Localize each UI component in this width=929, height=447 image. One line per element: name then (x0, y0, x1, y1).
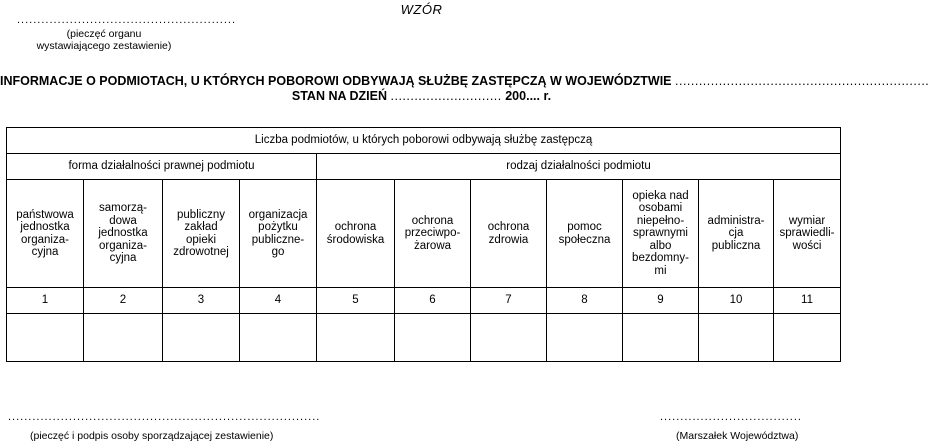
column-number: 5 (317, 288, 395, 314)
preparer-signature-caption: (pieczęć i podpis osoby sporządzającej zestawienie) (30, 430, 274, 442)
group-header-activity-type: rodzaj działalności podmiotu (317, 154, 841, 180)
column-number: 1 (7, 288, 84, 314)
column-header: pomoc społeczna (547, 180, 623, 288)
data-entry-cell[interactable] (699, 314, 774, 362)
form-title-line1 (0, 74, 929, 88)
stamp-caption-line1: (pieczęć organu (66, 28, 142, 40)
stamp-caption (20, 28, 188, 52)
form-title-text: INFORMACJE O PODMIOTACH, U KTÓRYCH POBOROWI ODBYWAJĄ SŁUŻBĘ ZASTĘPCZĄ W WOJEWÓDZTWIE (0, 74, 672, 88)
column-header: samorzą- dowa jednostka organiza- cyjna (84, 180, 163, 288)
column-header: ochrona zdrowia (471, 180, 547, 288)
data-entry-cell[interactable] (7, 314, 84, 362)
column-number: 9 (623, 288, 699, 314)
column-number: 6 (395, 288, 471, 314)
group-header-legal-form: forma działalności prawnej podmiotu (7, 154, 317, 180)
stamp-caption-line2: wystawiającego zestawienie) (36, 40, 172, 52)
preparer-signature-line: ............................................................................. (8, 411, 321, 423)
column-number: 7 (471, 288, 547, 314)
status-date-label: STAN NA DZIEŃ (291, 89, 388, 103)
column-number: 2 (84, 288, 163, 314)
column-number: 3 (163, 288, 240, 314)
status-date-fill-line: ............................ (390, 89, 502, 103)
column-header: administra- cja publiczna (699, 180, 774, 288)
table-main-header: Liczba podmiotów, u których poborowi odbywają służbę zastępczą (7, 128, 841, 154)
data-entry-cell[interactable] (163, 314, 240, 362)
column-header: organizacja pożytku publiczne- go (240, 180, 317, 288)
data-entry-cell[interactable] (84, 314, 163, 362)
column-header: ochrona przeciwpo- żarowa (395, 180, 471, 288)
data-entry-cell[interactable] (240, 314, 317, 362)
marshal-signature-line: ................................... (660, 411, 802, 423)
voivodeship-fill-line: ................................................................ (675, 74, 929, 88)
data-entry-cell[interactable] (317, 314, 395, 362)
column-number: 4 (240, 288, 317, 314)
document-heading-wzor: WZÓR (400, 2, 443, 17)
data-entry-cell[interactable] (471, 314, 547, 362)
data-entry-cell[interactable] (395, 314, 471, 362)
form-title-line2 (0, 89, 843, 103)
data-entry-cell[interactable] (547, 314, 623, 362)
column-header: ochrona środowiska (317, 180, 395, 288)
column-header: państwowa jednostka organiza- cyjna (7, 180, 84, 288)
column-header: wymiar sprawiedli- wości (774, 180, 841, 288)
data-entry-cell[interactable] (623, 314, 699, 362)
column-number: 10 (699, 288, 774, 314)
column-header: opieka nad osobami niepełno- sprawnymi albo bezdomny- mi (623, 180, 699, 288)
status-year-label: 200.... r. (505, 89, 552, 103)
data-entry-cell[interactable] (774, 314, 841, 362)
stamp-dotted-line: ...................................................... (17, 14, 237, 26)
marshal-signature-caption: (Marszałek Województwa) (676, 430, 799, 442)
data-table (6, 127, 841, 362)
column-number: 11 (774, 288, 841, 314)
column-header: publiczny zakład opieki zdrowotnej (163, 180, 240, 288)
column-number: 8 (547, 288, 623, 314)
